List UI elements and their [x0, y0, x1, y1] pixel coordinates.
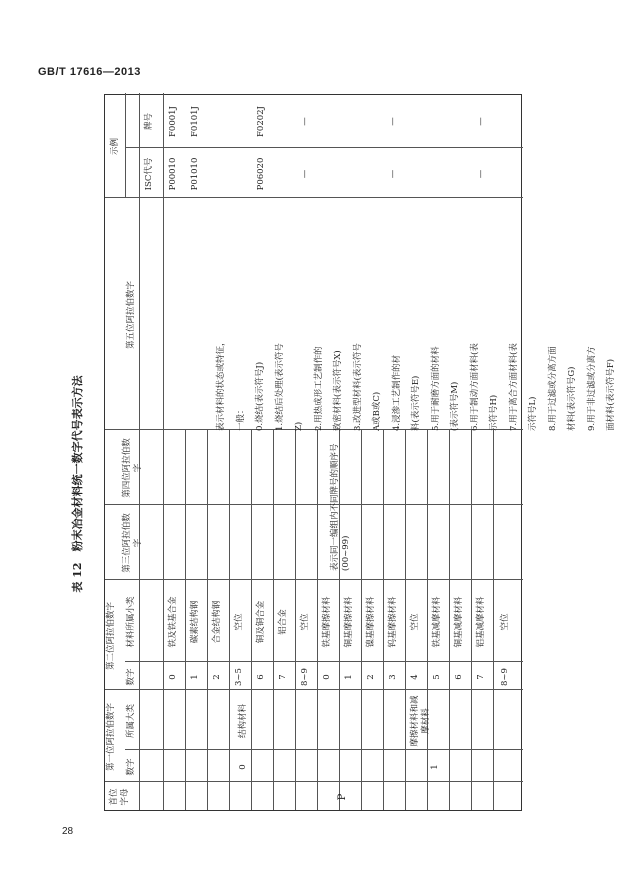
row-subcategory: 空位 [500, 613, 510, 631]
pos34-description: 表示同一编组内不同牌号的顺序号(00~99) [330, 443, 352, 571]
major-category-name: 摩擦材料和减摩材料 [410, 695, 432, 747]
major-category-name: 结构材料 [238, 704, 248, 739]
row-subcategory: 铝合金 [278, 609, 288, 635]
standard-code-header: GB/T 17616—2013 [38, 66, 141, 78]
row-brand: F0101J [190, 106, 200, 137]
example-dash: — [300, 169, 310, 179]
row-digit: 5 [432, 674, 442, 680]
row-subcategory: 空位 [300, 613, 310, 631]
row-subcategory: 碳素结构钢 [190, 600, 200, 644]
row-iso-code: P06020 [256, 157, 266, 191]
header-pos2-subcategory: 材料所属小类 [126, 596, 136, 648]
header-first-letter: 首位字母 [109, 788, 131, 806]
row-subcategory: 铜及铜合金 [256, 600, 266, 644]
row-digit: 7 [476, 674, 486, 680]
row-digit: 8~9 [500, 668, 510, 686]
major-category-digit: 1 [430, 764, 440, 770]
row-digit: 8~9 [300, 668, 310, 686]
row-iso-code: P00010 [168, 157, 178, 191]
row-digit: 1 [344, 674, 354, 680]
header-pos1-category: 所属大类 [126, 704, 136, 739]
example-dash: — [476, 117, 486, 126]
row-brand: F0202J [256, 106, 266, 137]
header-pos1-digit: 数字 [126, 758, 136, 776]
row-digit: 2 [366, 674, 376, 680]
example-dash: — [300, 117, 310, 126]
page-number: 28 [62, 826, 74, 837]
major-category-digit: 0 [238, 764, 248, 770]
row-subcategory: 空位 [234, 613, 244, 631]
row-subcategory: 钨基摩擦材料 [388, 596, 398, 648]
example-dash: — [388, 117, 398, 126]
row-iso-code: P01010 [190, 157, 200, 191]
example-dash: — [388, 169, 398, 179]
row-brand: F0001J [168, 106, 178, 137]
row-digit: 2 [212, 674, 222, 680]
header-pos3: 第三位阿拉伯数字 [122, 513, 144, 573]
row-subcategory: 铜基摩擦材料 [344, 596, 354, 648]
row-digit: 4 [410, 674, 420, 680]
pos5-description: 表示材料的状态或特征， 一般： 0.烧结(表示符号J) 1.烧结后处理(表示符号 Z) 2.用热成形工艺制作的 致密材料(表示符号X) 3.改进型材料(表示符号 A或B或C) 4.浸渗工艺制作的材 料(表示符号E) 5.用于耐磨方面的材料 (表示符号M) 6.用于制动方面材料(表 示符号H) 7.用于离合方面材料(表 示符号L) 8.用于过滤或分离方面 材料(表示符号G) 9.用于非过滤或分离方 面材料(表示符号F) [216, 337, 616, 431]
example-dash: — [476, 169, 486, 179]
header-iso-code: ISC代号 [144, 157, 154, 191]
header-pos4: 第四位阿拉伯数字 [122, 438, 144, 498]
header-pos2-digit: 数字 [126, 668, 136, 686]
first-letter-value: P [337, 793, 348, 801]
header-pos5: 第五位阿拉伯数字 [126, 281, 136, 350]
header-example: 示例 [110, 138, 120, 156]
row-digit: 6 [454, 674, 464, 680]
row-digit: 3 [388, 674, 398, 680]
row-subcategory: 空位 [410, 613, 420, 631]
row-subcategory: 合金结构钢 [212, 600, 222, 644]
table-caption: 表 12 粉末冶金材料统一数字代号表示方法 [71, 375, 84, 593]
row-subcategory: 铁基摩擦材料 [322, 596, 332, 648]
row-digit: 1 [190, 674, 200, 680]
row-digit: 7 [278, 674, 288, 680]
header-pos1: 第一位阿拉伯数字 [106, 703, 116, 772]
header-brand: 牌号 [144, 113, 154, 131]
rotated-table [104, 94, 616, 811]
row-digit: 0 [168, 674, 178, 680]
row-subcategory: 镍基摩擦材料 [366, 596, 376, 648]
row-subcategory: 铝基减摩材料 [476, 596, 486, 648]
row-subcategory: 铜基减摩材料 [454, 596, 464, 648]
row-subcategory: 铁基减摩材料 [432, 596, 442, 648]
row-digit: 3~5 [234, 668, 244, 686]
row-digit: 0 [322, 674, 332, 680]
header-pos2: 第二位阿拉伯数字 [106, 602, 116, 671]
row-subcategory: 铁及铁基合金 [168, 596, 178, 648]
row-digit: 6 [256, 674, 266, 680]
